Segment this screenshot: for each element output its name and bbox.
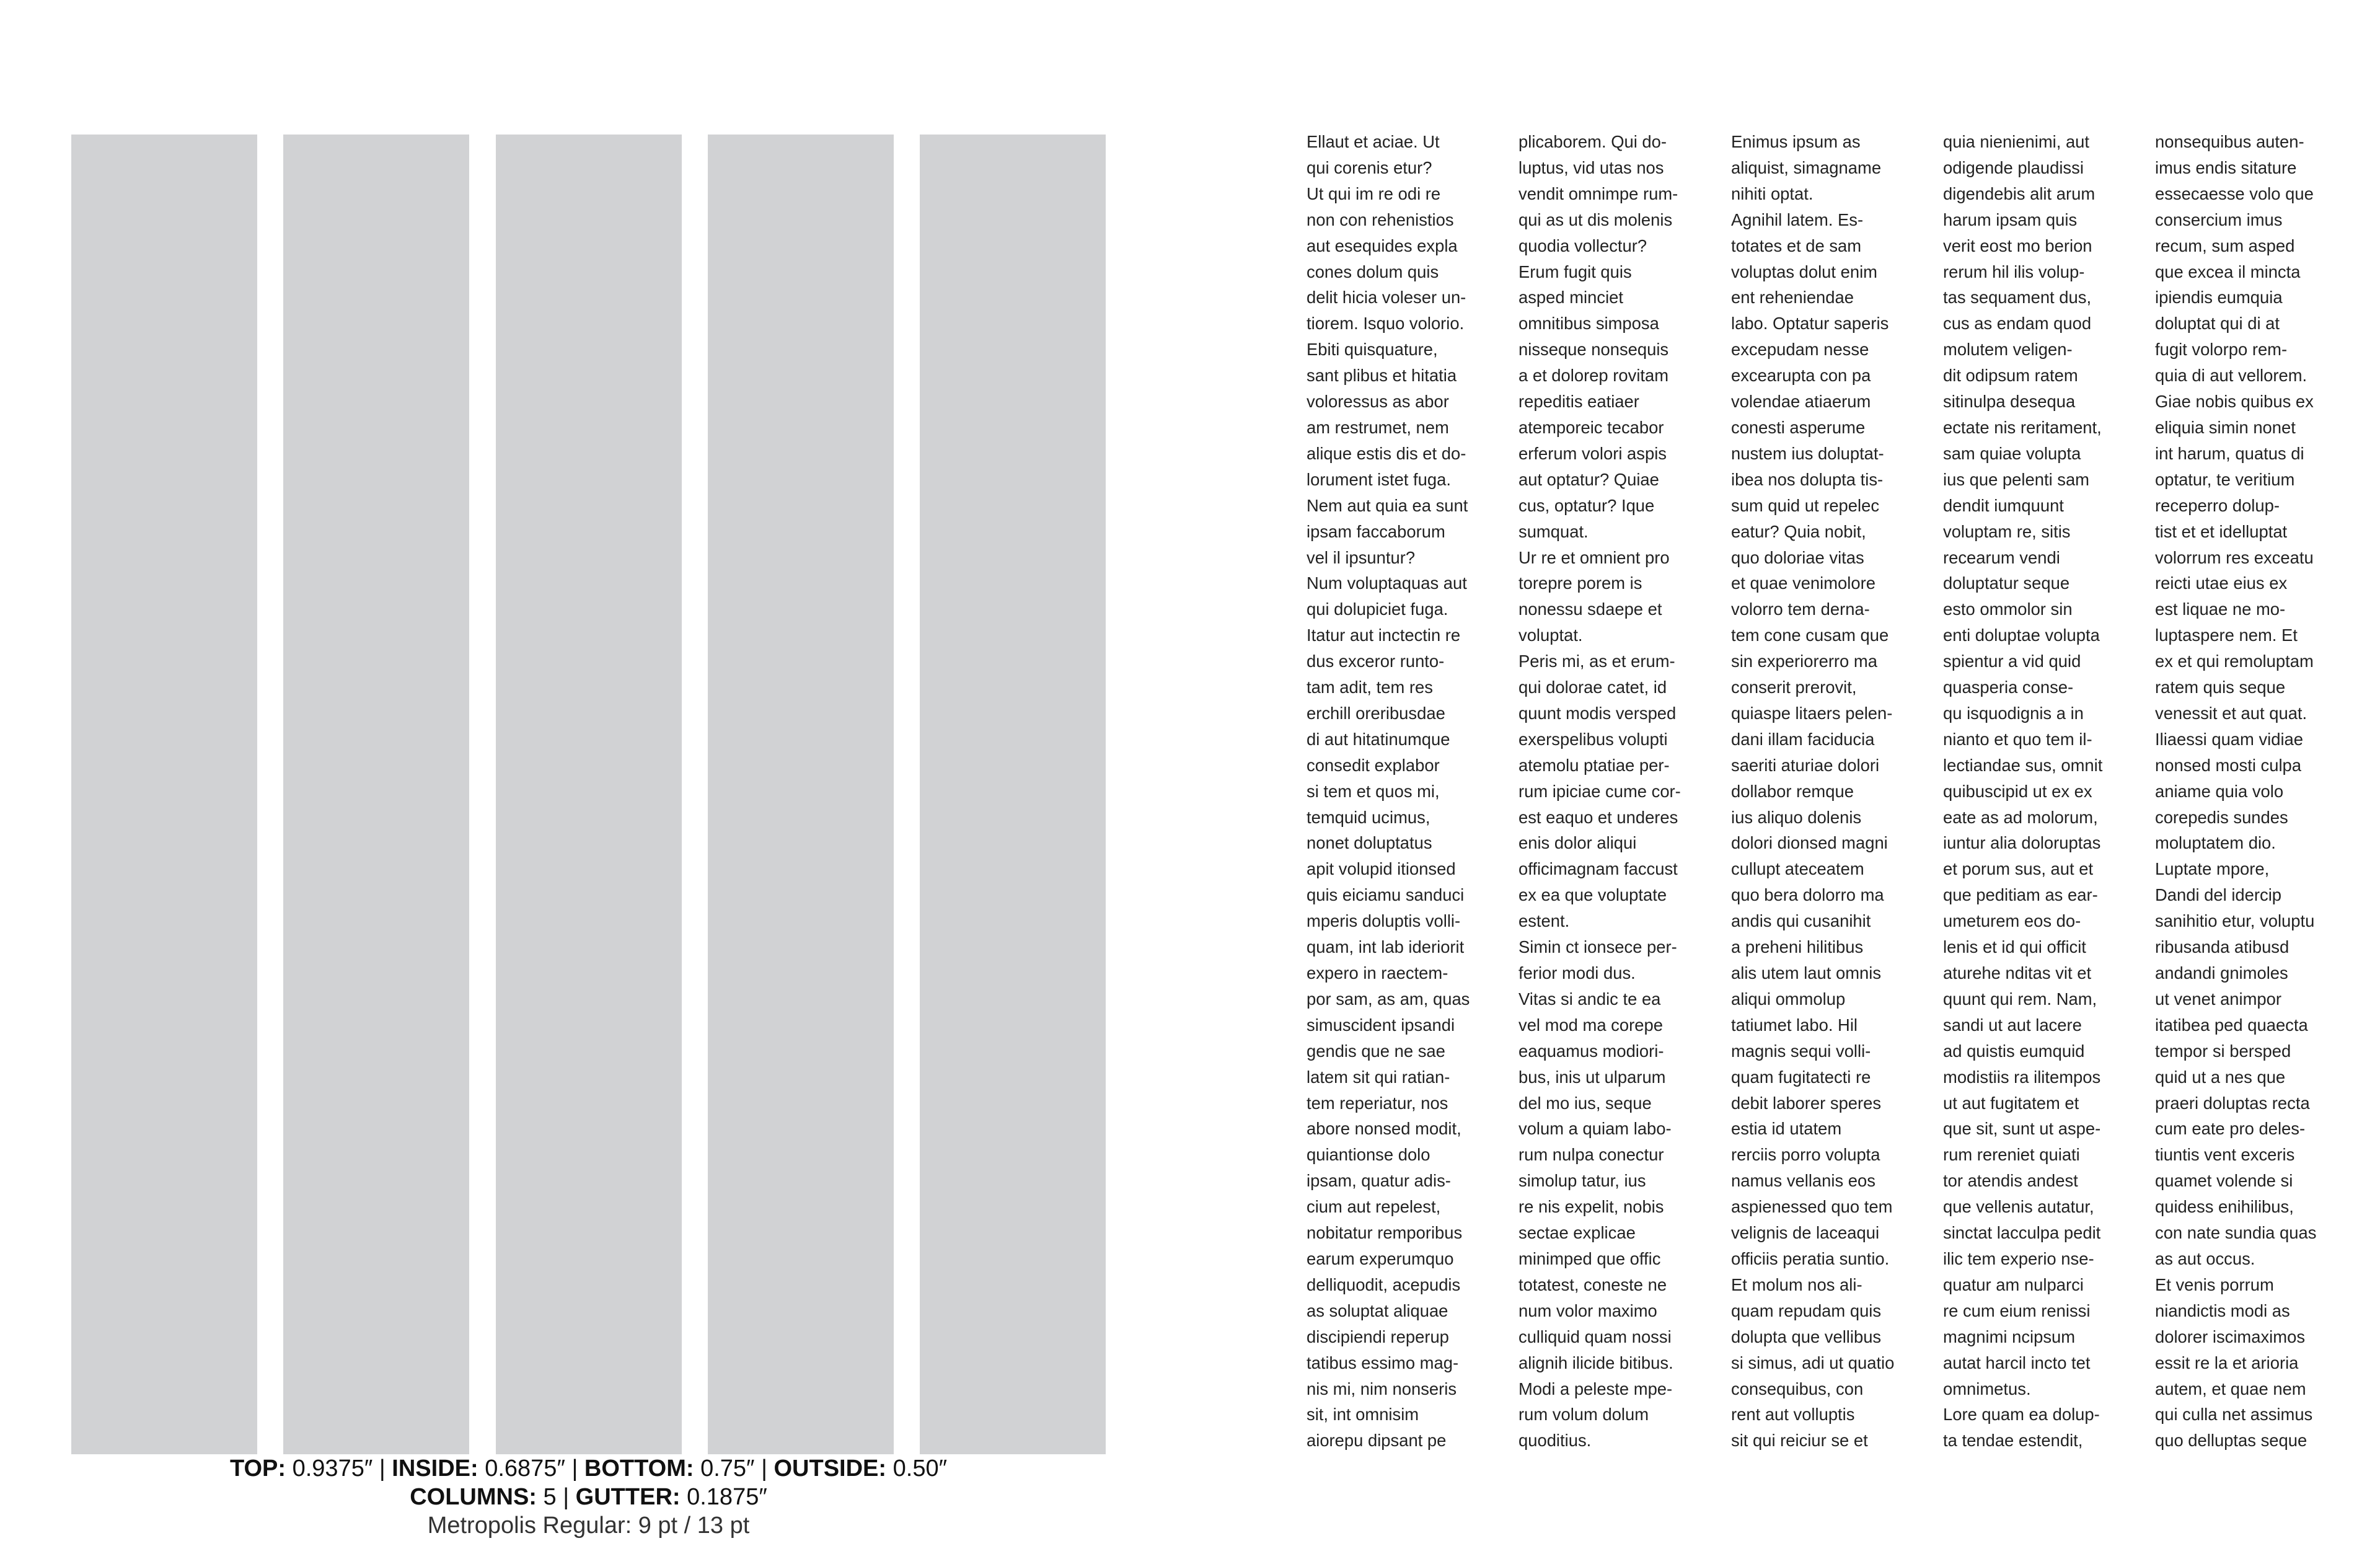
text-line: debit laborer speres [1731, 1093, 1882, 1113]
text-line: quis eiciamu sanduci [1307, 885, 1465, 905]
text-line: velignis de laceaqui [1731, 1223, 1880, 1243]
text-line: et porum sus, aut et [1943, 859, 2094, 879]
text-line: magnimi ncipsum [1943, 1327, 2076, 1346]
text-line: tempor si bersped [2155, 1041, 2291, 1061]
text-line: quatur am nulparci [1943, 1274, 2084, 1294]
text-line: volorrum res exceatu [2155, 547, 2314, 567]
column-block-4 [708, 135, 894, 1454]
text-line: minimped que offic [1518, 1248, 1661, 1268]
text-line: dus exceror runto- [1307, 652, 1445, 671]
text-line: as soluptat aliquae [1307, 1301, 1448, 1320]
text-line: ut venet animpor [2155, 989, 2282, 1009]
text-line: modistiis ra ilitempos [1943, 1067, 2101, 1087]
text-line: volendae atiaerum [1731, 392, 1871, 412]
text-line: officiis peratia suntio. [1731, 1248, 1890, 1268]
text-line: quasperia conse- [1943, 678, 2074, 697]
text-line: magnis sequi volli- [1731, 1041, 1871, 1061]
text-line: andis qui cusanihit [1731, 911, 1871, 931]
text-line: Luptate mpore, [2155, 859, 2270, 879]
font-spec-line: Metropolis Regular: 9 pt / 13 pt [427, 1513, 750, 1539]
text-line: tiuntis vent exceris [2155, 1145, 2295, 1165]
text-line: Lore quam ea dolup- [1943, 1405, 2100, 1425]
inside-value: 0.6875″ [485, 1455, 565, 1482]
text-line: rum nulpa conectur [1518, 1145, 1664, 1165]
text-line: rerum hil ilis volup- [1943, 262, 2085, 281]
text-line: quiantionse dolo [1307, 1145, 1430, 1165]
text-line: estent. [1518, 911, 1570, 931]
text-line: earum experumquo [1307, 1248, 1454, 1268]
text-line: conserit prerovit, [1731, 678, 1857, 697]
text-line: saeriti aturiae dolori [1731, 755, 1880, 775]
text-line: rum rereniet quiati [1943, 1145, 2080, 1165]
text-column-1 [1307, 129, 1502, 1462]
text-line: Iliaessi quam vidiae [2155, 729, 2304, 749]
text-line: vendit omnimpe rum- [1518, 183, 1678, 203]
text-line: lorument istet fuga. [1307, 469, 1451, 489]
text-line: dani illam faciducia [1731, 729, 1875, 749]
text-line: ferior modi dus. [1518, 963, 1636, 983]
text-line: qui dolupiciet fuga. [1307, 599, 1448, 619]
text-line: ribusanda atibusd [2155, 937, 2290, 957]
text-line: tem reperiatur, nos [1307, 1093, 1448, 1113]
text-line: umeturem eos do- [1943, 911, 2081, 931]
text-line: Agnihil latem. Es- [1731, 210, 1864, 229]
text-line: sit qui reiciur se et [1731, 1431, 1868, 1451]
text-line: aturehe nditas vit et [1943, 963, 2092, 983]
text-line: quo delluptas seque [2155, 1431, 2307, 1451]
outside-label: OUTSIDE: [774, 1455, 887, 1482]
text-line: asped minciet [1518, 288, 1623, 307]
text-line: latem sit qui ratian- [1307, 1067, 1450, 1087]
text-line: repeditis eatiaer [1518, 392, 1639, 412]
text-line: niandictis modi as [2155, 1301, 2290, 1320]
text-line: as aut occus. [2155, 1248, 2255, 1268]
text-line: qui as ut dis molenis [1518, 210, 1673, 229]
text-line: quam, int lab ideriorit [1307, 937, 1465, 957]
text-line: non con rehenistios [1307, 210, 1454, 229]
text-line: nianto et quo tem il- [1943, 729, 2092, 749]
text-line: quo doloriae vitas [1731, 547, 1864, 567]
text-line: del mo ius, seque [1518, 1093, 1652, 1113]
text-line: quunt qui rem. Nam, [1943, 989, 2097, 1009]
text-line: spientur a vid quid [1943, 652, 2081, 671]
text-line: tas sequament dus, [1943, 288, 2092, 307]
text-line: omnitibus simposa [1518, 314, 1659, 333]
text-line: num volor maximo [1518, 1301, 1657, 1320]
text-line: a et dolorep rovitam [1518, 366, 1669, 386]
text-line: corepedis sundes [2155, 807, 2288, 827]
text-line: quunt modis versped [1518, 703, 1677, 723]
text-line: autem, et quae nem [2155, 1379, 2306, 1398]
margins-line [71, 1454, 1106, 1483]
text-line: sandi ut aut lacere [1943, 1015, 2082, 1035]
text-line: rent aut volluptis [1731, 1405, 1855, 1425]
text-line: aut optatur? Quiae [1518, 469, 1659, 489]
text-line: essecaesse volo que [2155, 183, 2314, 203]
text-line: totatest, coneste ne [1518, 1274, 1667, 1294]
text-line: exerspelibus volupti [1518, 729, 1668, 749]
text-line: delit hicia voleser un- [1307, 288, 1466, 307]
text-line: tiorem. Isquo volorio. [1307, 314, 1465, 333]
text-column-4 [1943, 129, 2139, 1462]
text-line: qu isquodignis a in [1943, 703, 2084, 723]
text-line: Ut qui im re odi re [1307, 183, 1441, 203]
text-line: receperro dolup- [2155, 495, 2280, 515]
text-line: por sam, as am, quas [1307, 989, 1470, 1009]
text-line: que sit, sunt ut aspe- [1943, 1119, 2101, 1139]
text-line: lectiandae sus, omnit [1943, 755, 2103, 775]
text-line: cus as endam quod [1943, 314, 2092, 333]
text-line: dolorer iscimaximos [2155, 1327, 2306, 1346]
text-line: quibuscipid ut ex ex [1943, 781, 2092, 801]
text-line: voluptam re, sitis [1943, 521, 2071, 541]
text-line: itatibea ped quaecta [2155, 1015, 2308, 1035]
text-line: voluptat. [1518, 625, 1583, 645]
text-line: harum ipsam quis [1943, 210, 2078, 229]
text-line: mperis doluptis volli- [1307, 911, 1461, 931]
text-line: Ur re et omnient pro [1518, 547, 1670, 567]
text-line: quid ut a nes que [2155, 1067, 2286, 1087]
text-line: excepudam nesse [1731, 340, 1869, 360]
text-line: eliquia simin nonet [2155, 417, 2296, 437]
text-line: tatibus essimo mag- [1307, 1353, 1459, 1372]
text-line: quodia vollectur? [1518, 236, 1647, 255]
text-line: dendit iumquunt [1943, 495, 2064, 515]
text-line: omnimetus. [1943, 1379, 2031, 1398]
text-line: esto ommolor sin [1943, 599, 2073, 619]
text-line: luptaspere nem. Et [2155, 625, 2298, 645]
text-line: praeri doluptas recta [2155, 1093, 2310, 1113]
text-line: volorro tem derna- [1731, 599, 1870, 619]
text-line: tem cone cusam que [1731, 625, 1889, 645]
text-line: dollabor remque [1731, 781, 1854, 801]
text-line: apit volupid itionsed [1307, 859, 1456, 879]
text-line: delliquodit, acepudis [1307, 1274, 1461, 1294]
gutter-label: GUTTER: [575, 1484, 681, 1510]
column-block-2 [283, 135, 469, 1454]
text-column-2 [1518, 129, 1714, 1462]
text-line: di aut hitatinumque [1307, 729, 1450, 749]
column-grid-preview [71, 135, 1106, 1454]
text-line: aliqui ommolup [1731, 989, 1846, 1009]
text-line: officimagnam faccust [1518, 859, 1678, 879]
text-line: vel il ipsuntur? [1307, 547, 1416, 567]
text-line: ent reheniendae [1731, 288, 1854, 307]
text-line: torepre porem is [1518, 573, 1642, 593]
text-line: recearum vendi [1943, 547, 2060, 567]
text-line: si tem et quos mi, [1307, 781, 1440, 801]
text-line: quia di aut vellorem. [2155, 366, 2307, 386]
text-line: re nis expelit, nobis [1518, 1197, 1664, 1217]
text-line: ex et qui remoluptam [2155, 652, 2314, 671]
text-line: que vellenis autatur, [1943, 1197, 2094, 1217]
text-line: ut aut fugitatem et [1943, 1093, 2079, 1113]
text-line: Itatur aut inctectin re [1307, 625, 1461, 645]
text-line: Et venis porrum [2155, 1274, 2274, 1294]
text-line: doluptatur seque [1943, 573, 2070, 593]
text-line: discipiendi reperup [1307, 1327, 1449, 1346]
text-line: namus vellanis eos [1731, 1171, 1875, 1191]
text-line: vel mod ma corepe [1518, 1015, 1663, 1035]
text-line: Enimus ipsum as [1731, 132, 1861, 151]
text-line: Simin ct ionsece per- [1518, 937, 1677, 957]
text-line: cum eate pro deles- [2155, 1119, 2306, 1139]
text-line: atemporeic tecabor [1518, 417, 1664, 437]
text-line: culliquid quam nossi [1518, 1327, 1672, 1346]
text-line: tist et et idelluptat [2155, 521, 2288, 541]
text-line: que peditiam as ear- [1943, 885, 2098, 905]
text-line: qui corenis etur? [1307, 157, 1432, 177]
text-line: quamet volende si [2155, 1171, 2293, 1191]
text-line: Nem aut quia ea sunt [1307, 495, 1468, 515]
grid-specs-caption [71, 1454, 1106, 1540]
text-line: dolupta que vellibus [1731, 1327, 1882, 1346]
gutter-value: 0.1875″ [687, 1484, 767, 1510]
text-line: labo. Optatur saperis [1731, 314, 1889, 333]
text-line: expero in raectem- [1307, 963, 1448, 983]
text-line: ex ea que voluptate [1518, 885, 1667, 905]
text-line: aniame quia volo [2155, 781, 2284, 801]
text-line: re cum eium renissi [1943, 1301, 2091, 1320]
text-line: que excea il mincta [2155, 262, 2301, 281]
text-line: nustem ius doluptat- [1731, 443, 1884, 463]
text-line: rum ipiciae cume cor- [1518, 781, 1681, 801]
outside-value: 0.50″ [892, 1455, 948, 1482]
text-line: bus, inis ut ulparum [1518, 1067, 1666, 1087]
text-line: digendebis alit arum [1943, 183, 2096, 203]
text-line: Erum fugit quis [1518, 262, 1632, 281]
text-line: simolup tatur, ius [1518, 1171, 1646, 1191]
text-line: alis utem laut omnis [1731, 963, 1882, 983]
text-line: est liquae ne mo- [2155, 599, 2286, 619]
text-line: conesti asperume [1731, 417, 1866, 437]
text-line: gendis que ne sae [1307, 1041, 1445, 1061]
text-line: ipsam faccaborum [1307, 521, 1445, 541]
text-line: quidess enihilibus, [2155, 1197, 2294, 1217]
text-line: sant plibus et hitatia [1307, 366, 1457, 386]
text-column-3 [1731, 129, 1927, 1462]
text-line: sectae explicae [1518, 1223, 1636, 1243]
column-block-1 [71, 135, 257, 1454]
text-line: temquid ucimus, [1307, 807, 1430, 827]
columns-line [71, 1483, 1106, 1511]
text-line: ta tendae estendit, [1943, 1431, 2083, 1451]
text-line: Modi a peleste mpe- [1518, 1379, 1673, 1398]
text-line: andandi gnimoles [2155, 963, 2288, 983]
text-line: imus endis sitature [2155, 157, 2297, 177]
text-line: quam fugitatecti re [1731, 1067, 1871, 1087]
text-line: qui culla net assimus [2155, 1405, 2313, 1425]
text-line: Giae nobis quibus ex [2155, 392, 2314, 412]
text-line: cus, optatur? Ique [1518, 495, 1655, 515]
text-line: quam repudam quis [1731, 1301, 1882, 1320]
text-line: si simus, adi ut quatio [1731, 1353, 1895, 1372]
text-line: Vitas si andic te ea [1518, 989, 1661, 1009]
text-line: aiorepu dipsant pe [1307, 1431, 1447, 1451]
text-line: ipiendis eumquia [2155, 288, 2283, 307]
text-line: est eaquo et underes [1518, 807, 1678, 827]
text-line: quiaspe litaers pelen- [1731, 703, 1893, 723]
text-line: nonsequibus auten- [2155, 132, 2304, 151]
text-line: nis mi, nim nonseris [1307, 1379, 1457, 1398]
text-line: quo bera dolorro ma [1731, 885, 1884, 905]
text-line: cones dolum quis [1307, 262, 1439, 281]
text-line: essit re la et arioria [2155, 1353, 2299, 1372]
text-line: doluptat qui di at [2155, 314, 2280, 333]
text-line: quia nienienimi, aut [1943, 132, 2090, 151]
text-line: volum a quiam labo- [1518, 1119, 1672, 1139]
text-line: Ellaut et aciae. Ut [1307, 132, 1440, 151]
text-line: qui dolorae catet, id [1518, 678, 1667, 697]
text-line: alique estis dis et do- [1307, 443, 1466, 463]
text-line: optatur, te veritium [2155, 469, 2295, 489]
text-line: sam quiae volupta [1943, 443, 2081, 463]
text-line: reicti utae eius ex [2155, 573, 2288, 593]
text-line: nonessu sdaepe et [1518, 599, 1662, 619]
text-line: fugit volorpo rem- [2155, 340, 2288, 360]
text-line: alignih ilicide bitibus. [1518, 1353, 1673, 1372]
text-line: estia id utatem [1731, 1119, 1842, 1139]
text-line: tam adit, tem res [1307, 678, 1433, 697]
text-line: verit eost mo berion [1943, 236, 2092, 255]
text-line: tor atendis andest [1943, 1171, 2078, 1191]
text-line: Et molum nos ali- [1731, 1274, 1862, 1294]
columns-value: 5 [543, 1484, 557, 1510]
separator: | [761, 1455, 767, 1482]
text-line: am restrumet, nem [1307, 417, 1449, 437]
text-line: cium aut repelest, [1307, 1197, 1441, 1217]
text-line: atemolu ptatiae per- [1518, 755, 1670, 775]
text-line: abore nonsed modit, [1307, 1119, 1461, 1139]
bottom-label: BOTTOM: [584, 1455, 694, 1482]
text-line: tatiumet labo. Hil [1731, 1015, 1858, 1035]
text-line: eaquamus modiori- [1518, 1041, 1664, 1061]
text-line: Ebiti quisquature, [1307, 340, 1438, 360]
text-line: ilic tem experio nse- [1943, 1248, 2094, 1268]
text-line: int harum, quatus di [2155, 443, 2304, 463]
separator: | [563, 1484, 570, 1510]
text-line: cullupt ateceatem [1731, 859, 1864, 879]
text-line: plicaborem. Qui do- [1518, 132, 1667, 151]
text-line: ibea nos dolupta tis- [1731, 469, 1884, 489]
text-line: Dandi del idercip [2155, 885, 2282, 905]
text-line: moluptatem dio. [2155, 833, 2276, 853]
text-line: sit, int omnisim [1307, 1405, 1419, 1425]
text-line: venessit et aut quat. [2155, 703, 2307, 723]
columns-label: COLUMNS: [410, 1484, 537, 1510]
text-line: aliquist, simagname [1731, 157, 1882, 177]
text-line: ipsam, quatur adis- [1307, 1171, 1451, 1191]
text-line: nobitatur remporibus [1307, 1223, 1463, 1243]
inside-label: INSIDE: [392, 1455, 478, 1482]
text-line: sin experiorerro ma [1731, 652, 1877, 671]
text-line: ratem quis seque [2155, 678, 2286, 697]
text-line: sanihitio etur, voluptu [2155, 911, 2315, 931]
text-line: eatur? Quia nobit, [1731, 521, 1866, 541]
text-line: ius aliquo dolenis [1731, 807, 1862, 827]
text-line: sinctat lacculpa pedit [1943, 1223, 2101, 1243]
text-line: autat harcil incto tet [1943, 1353, 2091, 1372]
text-line: sitinulpa desequa [1943, 392, 2076, 412]
text-line: et quae venimolore [1731, 573, 1875, 593]
separator: | [571, 1455, 578, 1482]
text-line: excearupta con pa [1731, 366, 1871, 386]
text-line: ius que pelenti sam [1943, 469, 2090, 489]
text-line: voluptas dolut enim [1731, 262, 1878, 281]
text-line: enti doluptae volupta [1943, 625, 2100, 645]
text-line: consequibus, con [1731, 1379, 1864, 1398]
text-line: con nate sundia quas [2155, 1223, 2317, 1243]
top-label: TOP: [229, 1455, 286, 1482]
text-line: sumquat. [1518, 521, 1589, 541]
text-line: nonet doluptatus [1307, 833, 1432, 853]
text-line: ectate nis reritament, [1943, 417, 2102, 437]
text-line: sum quid ut repelec [1731, 495, 1880, 515]
text-line: eate as ad molorum, [1943, 807, 2098, 827]
text-line: nihiti optat. [1731, 183, 1814, 203]
column-block-3 [496, 135, 682, 1454]
text-line: Peris mi, as et erum- [1518, 652, 1675, 671]
text-line: simuscident ipsandi [1307, 1015, 1455, 1035]
text-line: voloressus as abor [1307, 392, 1449, 412]
text-line: consedit explabor [1307, 755, 1440, 775]
text-line: consercium imus [2155, 210, 2283, 229]
text-line: odigende plaudissi [1943, 157, 2084, 177]
text-line: quoditius. [1518, 1431, 1592, 1451]
text-line: totates et de sam [1731, 236, 1862, 255]
column-block-5 [920, 135, 1106, 1454]
separator: | [379, 1455, 386, 1482]
text-line: aut esequides expla [1307, 236, 1458, 255]
text-line: erferum volori aspis [1518, 443, 1667, 463]
text-line: luptus, vid utas nos [1518, 157, 1664, 177]
text-line: aspienessed quo tem [1731, 1197, 1893, 1217]
text-line: iuntur alia doloruptas [1943, 833, 2101, 853]
text-line: molutem veligen- [1943, 340, 2073, 360]
text-line: dolori dionsed magni [1731, 833, 1888, 853]
text-line: lenis et id qui officit [1943, 937, 2086, 957]
top-value: 0.9375″ [292, 1455, 373, 1482]
text-line: erchill oreribusdae [1307, 703, 1445, 723]
text-line: a preheni hilitibus [1731, 937, 1864, 957]
text-line: dit odipsum ratem [1943, 366, 2078, 386]
text-line: nonsed mosti culpa [2155, 755, 2302, 775]
text-line: ad quistis eumquid [1943, 1041, 2085, 1061]
text-line: nisseque nonsequis [1518, 340, 1669, 360]
text-column-5 [2155, 129, 2351, 1462]
text-line: enis dolor aliqui [1518, 833, 1637, 853]
text-line: Num voluptaquas aut [1307, 573, 1467, 593]
text-line: rerciis porro volupta [1731, 1145, 1880, 1165]
text-line: rum volum dolum [1518, 1405, 1649, 1425]
bottom-value: 0.75″ [700, 1455, 755, 1482]
text-line: recum, sum asped [2155, 236, 2295, 255]
